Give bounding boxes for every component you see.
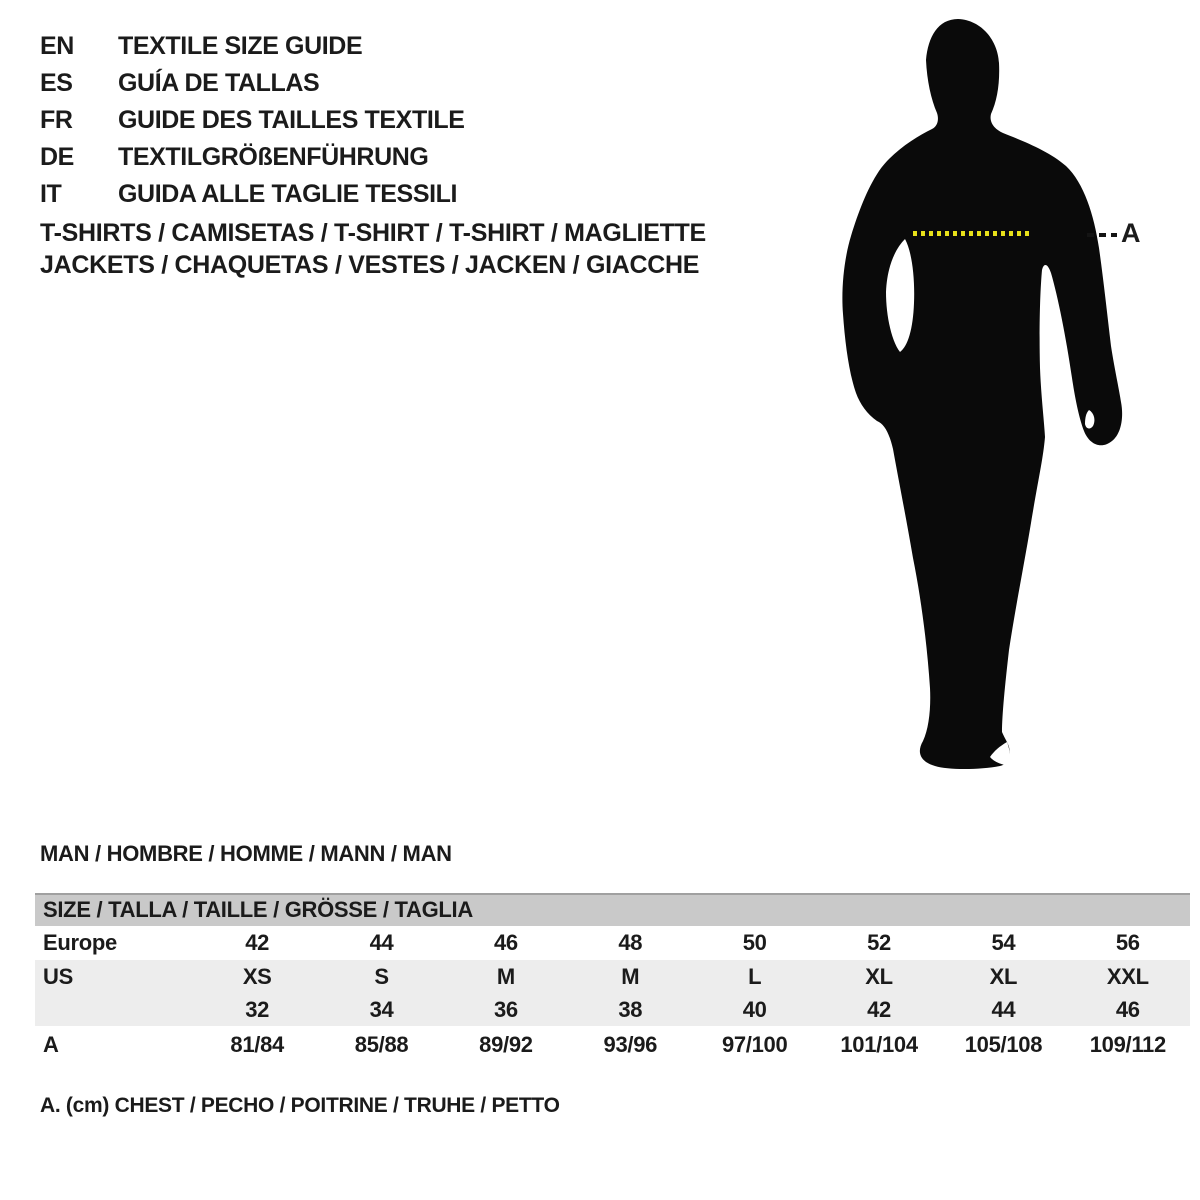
section-title: MAN / HOMBRE / HOMME / MANN / MAN [40,841,452,866]
size-cell: 36 [444,993,568,1026]
language-title: TEXTILE SIZE GUIDE [118,32,363,60]
row-label: A [43,1031,59,1057]
category-line: JACKETS / CHAQUETAS / VESTES / JACKEN / GIACCHE [40,251,700,279]
language-code: FR [40,106,73,134]
size-cell: 50 [742,930,767,955]
size-cell: 44 [369,930,394,955]
size-cell: 42 [817,993,941,1026]
size-cell: 97/100 [721,1031,788,1057]
measure-footnote: A. (cm) CHEST / PECHO / POITRINE / TRUHE / PETTO [40,1094,560,1117]
size-cell: 46 [1066,993,1190,1026]
category-line: T-SHIRTS / CAMISETAS / T-SHIRT / T-SHIRT / MAGLIETTE [40,219,706,247]
size-table [35,893,1190,1063]
language-header [40,28,465,213]
row-label [35,993,195,1026]
size-cell: 46 [494,930,518,955]
size-cell: 85/88 [354,1031,409,1057]
language-row [40,65,465,102]
size-cell: XS [195,960,319,993]
size-cell: 40 [693,993,817,1026]
size-cell: 34 [319,993,443,1026]
language-title: TEXTILGRÖßENFÜHRUNG [118,143,429,171]
language-title: GUIDE DES TAILLES TEXTILE [118,106,465,134]
size-table-header: SIZE / TALLA / TAILLE / GRÖSSE / TAGLIA [35,894,1190,926]
man-silhouette-body [842,19,1122,769]
language-code: IT [40,180,62,208]
size-cell: L [693,960,817,993]
row-label: US [35,960,195,993]
table-row [35,993,1190,1026]
size-cell: 42 [245,930,270,955]
size-cell: 44 [941,993,1065,1026]
row-label: Europe [43,930,117,955]
language-row [40,28,465,65]
chest-measure-line [913,231,1030,236]
language-row [40,102,465,139]
table-header-row [35,894,1190,926]
size-cell: M [568,960,692,993]
language-code: DE [40,143,74,171]
table-row [35,960,1190,993]
size-cell: 48 [618,930,643,955]
size-cell: 81/84 [230,1031,284,1057]
measure-label-a: A [1121,218,1141,248]
size-cell: 54 [991,930,1016,955]
language-row [40,176,465,213]
size-cell: XL [941,960,1065,993]
size-cell: S [319,960,443,993]
size-cell: 89/92 [479,1031,533,1057]
table-row [35,1026,1190,1063]
size-cell: 93/96 [603,1031,658,1057]
size-cell: XXL [1066,960,1190,993]
language-row [40,139,465,176]
size-cell: 52 [867,930,891,955]
size-cell: XL [817,960,941,993]
size-cell: 105/108 [964,1031,1043,1057]
size-cell: 109/112 [1089,1031,1166,1057]
product-categories [40,217,706,281]
size-cell: 101/104 [840,1031,918,1057]
size-cell: 56 [1115,930,1140,955]
language-title: GUIDA ALLE TAGLIE TESSILI [118,180,458,208]
language-title: GUÍA DE TALLAS [118,69,320,97]
table-row [35,926,1190,960]
language-code: ES [40,69,73,97]
size-cell: 32 [195,993,319,1026]
man-silhouette [815,10,1135,790]
language-code: EN [40,32,74,60]
measure-callout-dashes [1087,233,1117,237]
size-table-wrap [35,893,1190,1063]
size-cell: M [444,960,568,993]
size-cell: 38 [568,993,692,1026]
